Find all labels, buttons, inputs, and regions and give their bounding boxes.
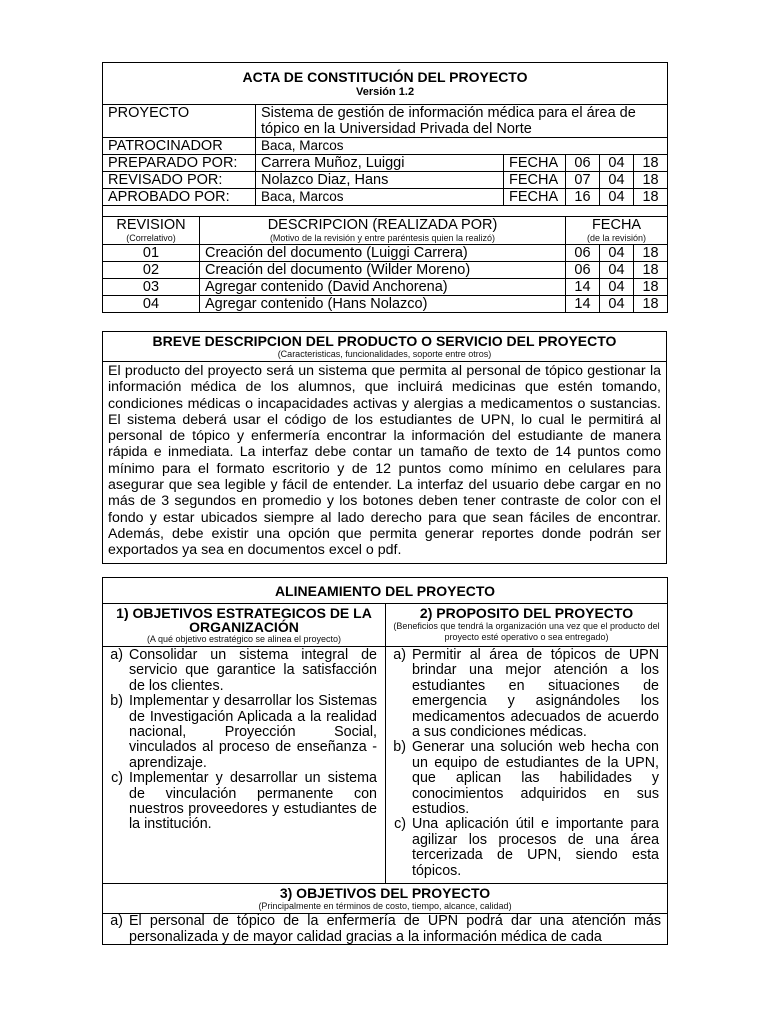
list-marker: b) (393, 739, 406, 756)
list-marker: c) (111, 770, 123, 787)
revision-description: Creación del documento (Luiggi Carrera) (200, 245, 566, 262)
prepared-label: PREPARADO POR: (103, 155, 256, 172)
revision-month: 04 (600, 279, 634, 296)
list-item-text: Consolidar un sistema integral de servicio que garantice la satisfacción de los clientes. (129, 647, 377, 694)
approved-date-label: FECHA (504, 189, 566, 206)
revision-year: 18 (634, 245, 668, 262)
sponsor-value: Baca, Marcos (256, 138, 668, 155)
revision-description: Creación del documento (Wilder Moreno) (200, 262, 566, 279)
approved-year: 18 (634, 189, 668, 206)
revision-month: 04 (600, 262, 634, 279)
project-objectives-title: 3) OBJETIVOS DEL PROYECTO (279, 885, 491, 902)
list-item (388, 648, 659, 740)
product-description-table (102, 331, 667, 564)
reviewed-value: Nolazco Diaz, Hans (256, 172, 504, 189)
project-purpose-note: (Beneficios que tendrá la organización una vez que el producto del proyecto esté operativo o sea entregado) (393, 621, 660, 642)
revision-row (103, 279, 668, 296)
list-item-text: El personal de tópico de la enfermería de UPN podrá dar una atención más personalizada y de mayor calidad gracias a la información médica de cada (129, 914, 662, 945)
approved-month: 04 (600, 189, 634, 206)
list-marker: a) (110, 914, 123, 930)
revision-header-row (103, 217, 668, 245)
revision-month: 04 (600, 245, 634, 262)
prepared-day: 06 (566, 155, 600, 172)
revision-day: 14 (566, 279, 600, 296)
project-purpose-list-cell (386, 647, 668, 884)
strategic-objectives-note: (A qué objetivo estratégico se alinea el proyecto) (146, 634, 342, 644)
revision-row (103, 245, 668, 262)
list-item-text: Permitir al área de tópicos de UPN brindar una mejor atención a los estudiantes en situaciones de emergencia y asignándoles los medicamentos adecuados de acuerdo a sus condiciones médicas. (412, 647, 660, 741)
product-description-note: (Caracteristicas, funcionalidades, soporte entre otros) (277, 349, 492, 359)
spacer-row (103, 206, 668, 217)
product-description-header (103, 332, 667, 362)
list-marker: c) (394, 816, 406, 833)
revision-year: 18 (634, 262, 668, 279)
revision-day: 06 (566, 245, 600, 262)
reviewed-row (103, 172, 668, 189)
revision-number: 01 (103, 245, 200, 262)
list-item (388, 740, 659, 817)
revision-number: 03 (103, 279, 200, 296)
project-objectives-note: (Principalmente en términos de costo, tiempo, alcance, calidad) (258, 901, 512, 912)
list-item (105, 648, 377, 694)
list-item-text: Una aplicación útil e importante para agilizar los procesos de una área tercerizada de UPN, siendo esta tópicos. (412, 816, 660, 879)
document-version: Versión 1.2 (355, 86, 415, 98)
charter-header (103, 63, 668, 105)
strategic-objectives-title-line2: ORGANIZACIÓN (189, 619, 299, 635)
strategic-objectives-list (105, 648, 377, 833)
list-item (105, 914, 661, 944)
list-marker: b) (110, 693, 123, 710)
approved-value: Baca, Marcos (256, 189, 504, 206)
list-marker: a) (110, 647, 123, 663)
description-column-header: DESCRIPCION (REALIZADA POR) (Motivo de la revisión y entre paréntesis quien la realizó) (200, 217, 566, 245)
reviewed-date-label: FECHA (504, 172, 566, 189)
project-label: PROYECTO (103, 105, 256, 138)
product-description-text: El producto del proyecto será un sistema que permita al personal de tópico gestionar la información médica de los alumnos, que incluirá medicinas que estén tomando, condiciones médicas o incapacidades activas y alergias a medicamentos o sustancias. El sistema deberá usar el código de los estudiantes de UPN, lo cual le permitirá al personal de tópico y enfermería encontrar la información del estudiante de manera rápida e inmediata. La interfaz debe contar un tamaño de texto de 14 puntos como mínimo para el formato escritorio y de 12 puntos como mínimo en celulares para asegurar que sea legible y fácil de entender. La interfaz del usuario debe cargar en no más de 3 segundos en promedio y los botones deben tener contraste de color con el fondo y estar ubicados siempre al lado derecho para que sean fáciles de encontrar. Además, debe existir una opción que permita generar reportes donde podrán ser exportados ya sea en documentos excel o pdf. (103, 362, 667, 564)
revision-row (103, 296, 668, 313)
revision-day: 06 (566, 262, 600, 279)
sponsor-label: PATROCINADOR (103, 138, 256, 155)
list-item (105, 694, 377, 771)
prepared-year: 18 (634, 155, 668, 172)
revision-year: 18 (634, 296, 668, 313)
prepared-date-label: FECHA (504, 155, 566, 172)
revision-number: 04 (103, 296, 200, 313)
approved-label: APROBADO POR: (103, 189, 256, 206)
strategic-objectives-header (103, 604, 386, 647)
alignment-title: ALINEAMIENTO DEL PROYECTO (274, 583, 496, 599)
list-item (105, 771, 377, 833)
project-objectives-header (103, 884, 668, 914)
approved-row (103, 189, 668, 206)
prepared-value: Carrera Muñoz, Luiggi (256, 155, 504, 172)
document-title: ACTA DE CONSTITUCIÓN DEL PROYECTO (242, 69, 528, 85)
list-item-text: Implementar y desarrollar los Sistemas de Investigación Aplicada a la realidad nacional, Proyección Social, vinculados al proceso de enseñanza - aprendizaje. (129, 693, 377, 771)
project-purpose-header (386, 604, 668, 647)
reviewed-day: 07 (566, 172, 600, 189)
sponsor-row (103, 138, 668, 155)
approved-day: 16 (566, 189, 600, 206)
project-purpose-list (388, 648, 659, 879)
revision-day: 14 (566, 296, 600, 313)
revision-year: 18 (634, 279, 668, 296)
revision-number: 02 (103, 262, 200, 279)
alignment-table (102, 577, 668, 945)
strategic-objectives-title: 1) OBJETIVOS ESTRATEGICOS DE LA (116, 605, 372, 621)
prepared-row (103, 155, 668, 172)
project-purpose-title: 2) PROPOSITO DEL PROYECTO (419, 605, 634, 621)
revision-description: Agregar contenido (Hans Nolazco) (200, 296, 566, 313)
revision-column-header: REVISION (Correlativo) (103, 217, 200, 245)
product-description-title: BREVE DESCRIPCION DEL PRODUCTO O SERVICIO DEL PROYECTO (152, 333, 617, 349)
reviewed-month: 04 (600, 172, 634, 189)
list-marker: a) (393, 647, 406, 663)
strategic-objectives-list-cell (103, 647, 386, 884)
revision-description: Agregar contenido (David Anchorena) (200, 279, 566, 296)
prepared-month: 04 (600, 155, 634, 172)
list-item-text: Implementar y desarrollar un sistema de vinculación permanente con nuestros proveedores y estudiantes de la institución. (129, 770, 377, 833)
project-row (103, 105, 668, 138)
reviewed-label: REVISADO POR: (103, 172, 256, 189)
revision-month: 04 (600, 296, 634, 313)
project-objectives-list (105, 914, 661, 944)
project-value: Sistema de gestión de información médica para el área de tópico en la Universidad Privada del Norte (256, 105, 668, 138)
reviewed-year: 18 (634, 172, 668, 189)
revision-row (103, 262, 668, 279)
alignment-header (103, 578, 668, 604)
list-item (388, 817, 659, 879)
project-objectives-list-cell (103, 914, 668, 945)
project-charter-table (102, 62, 668, 313)
list-item-text: Generar una solución web hecha con un equipo de estudiantes de la UPN, que aplican las habilidades y conocimientos adquiridos en sus estudios. (412, 739, 660, 818)
date-column-header: FECHA (de la revisión) (566, 217, 668, 245)
